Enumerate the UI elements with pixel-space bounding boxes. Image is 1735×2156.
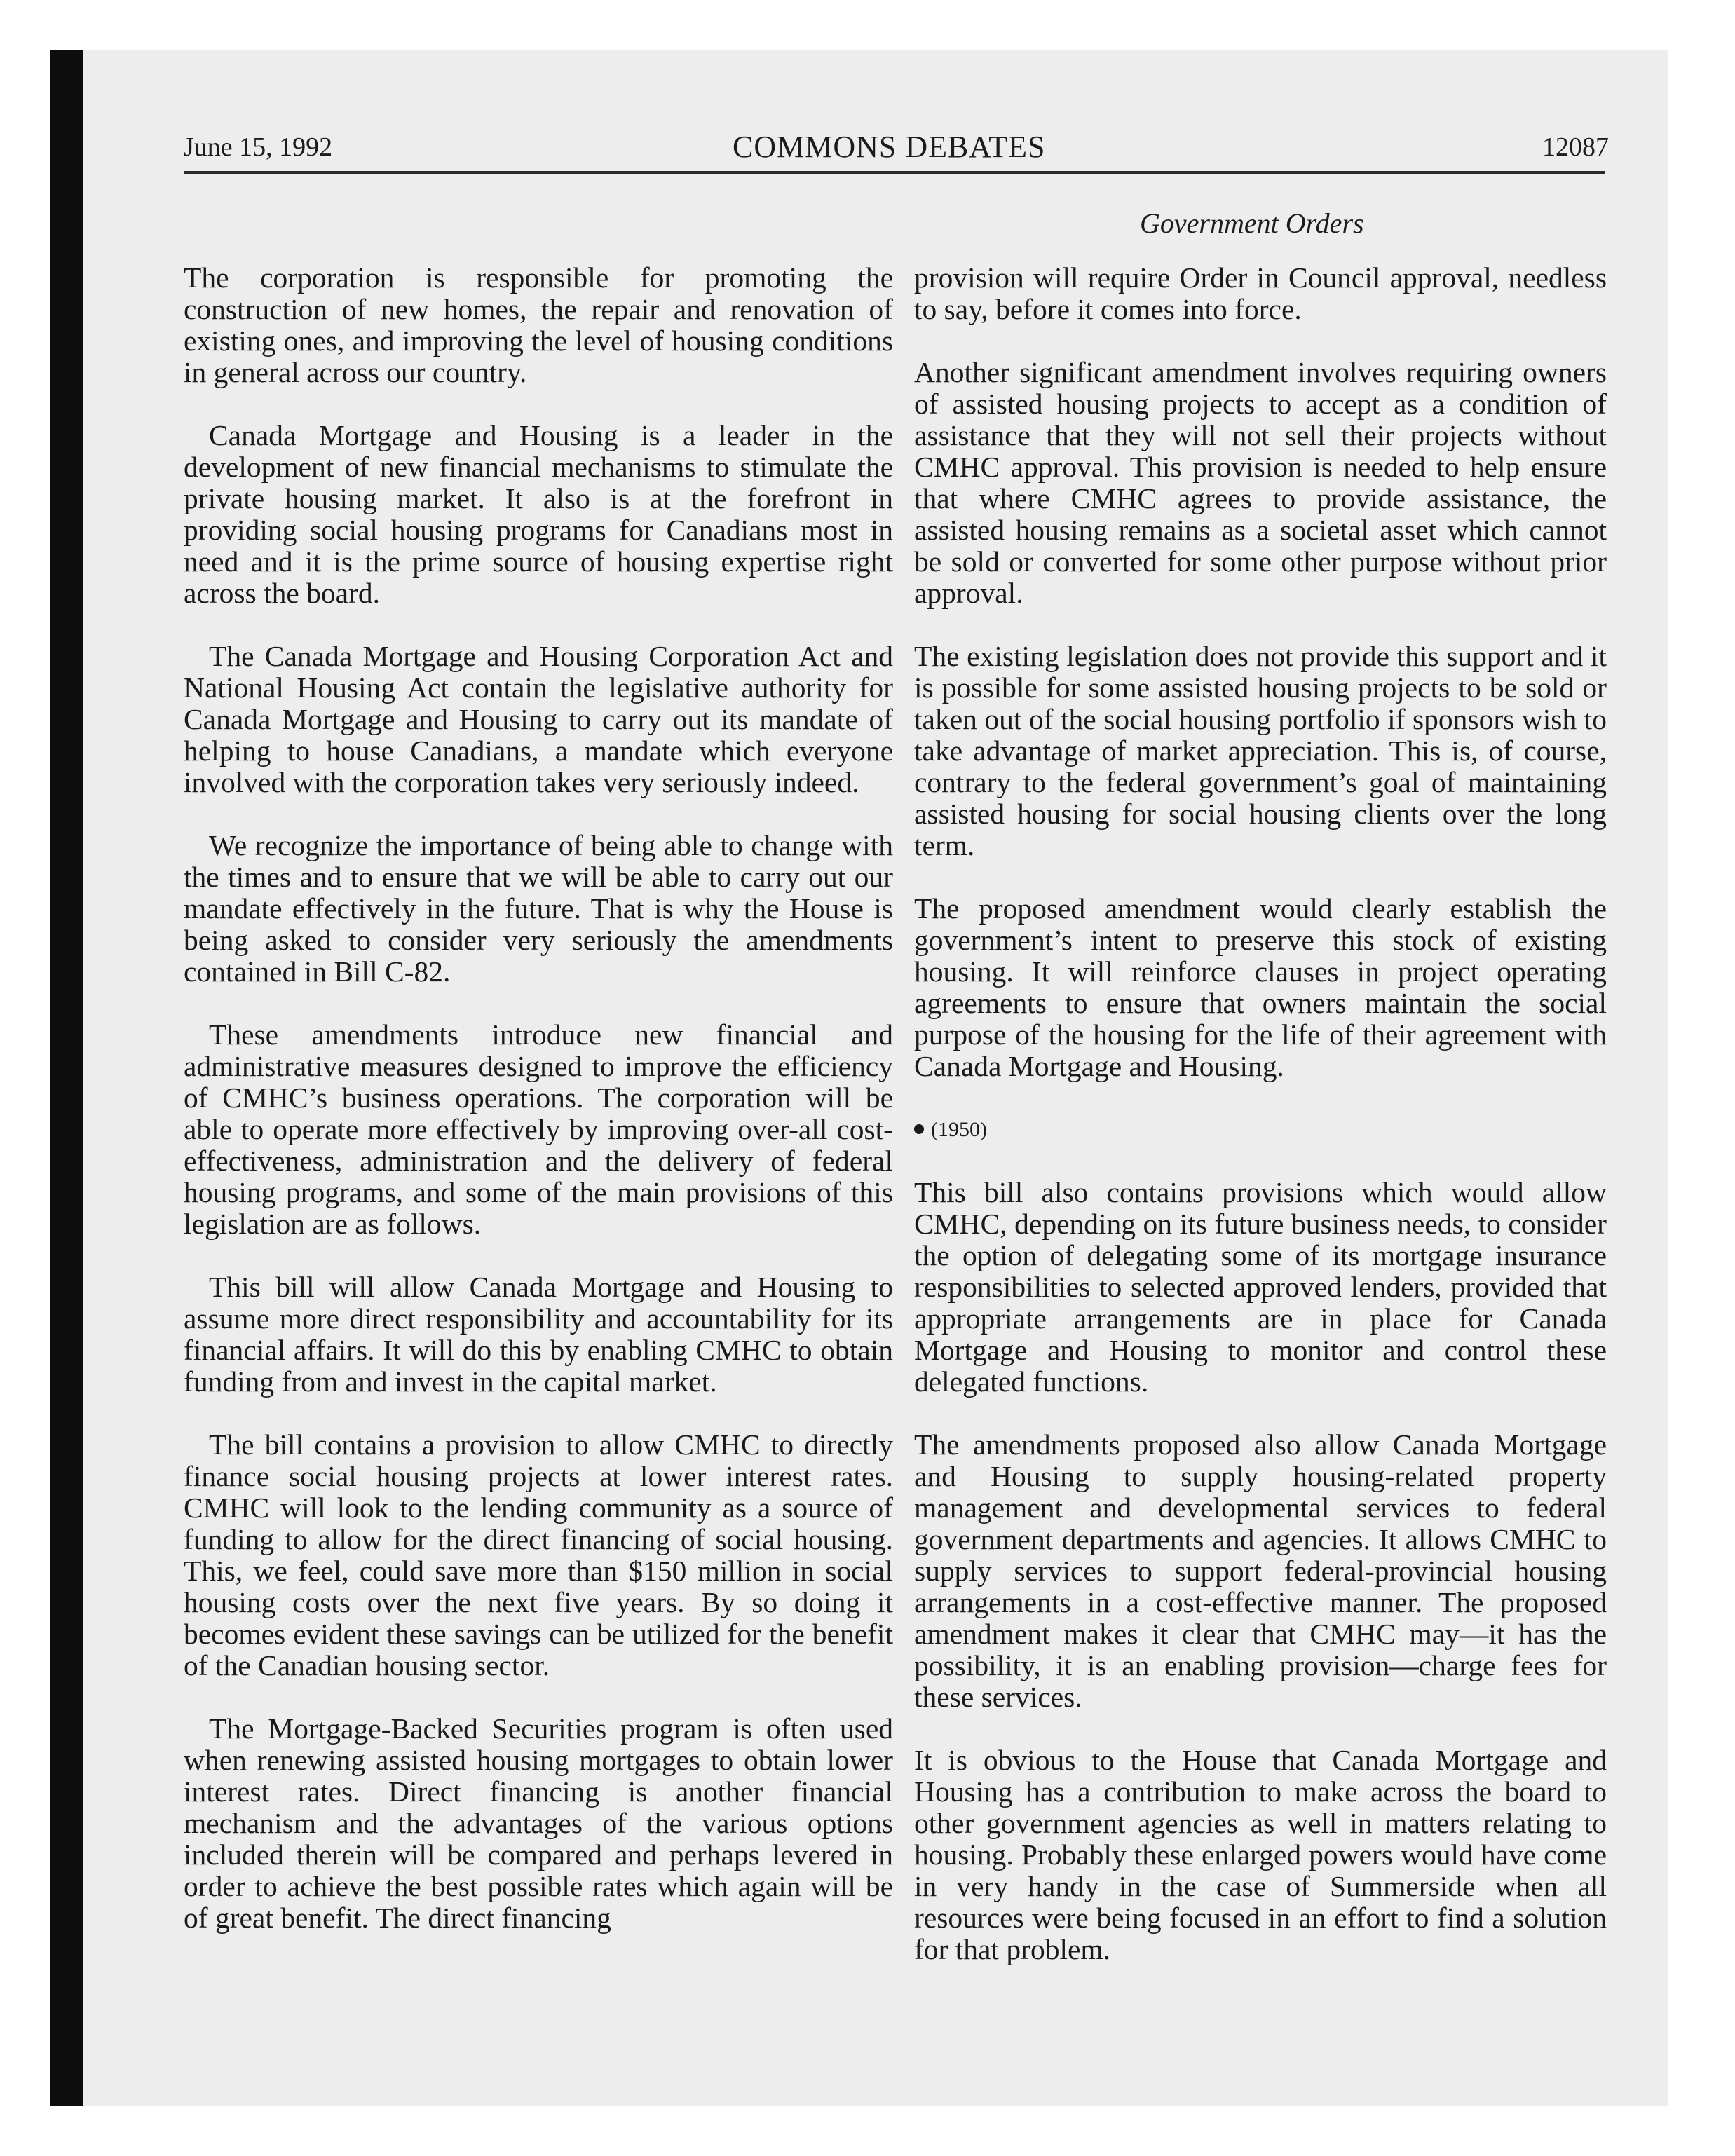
paragraph: The Mortgage-Backed Securities program is often used when renewing assisted housing mortgages to obtain lower interest rates. Direct financing is another financial mechanism and the advantages of the various options included therein will be compared and perhaps levered in order to achieve the best possible rates which again will be of great benefit. The direct financing <box>184 1712 893 1934</box>
paragraph: This bill also contains provisions which would allow CMHC, depending on its future business needs, to consider the option of delegating some of its mortgage insurance responsibilities to selected approved lenders, provided that appropriate arrangements are in place for Canada Mortgage and Housing to monitor and control these delegated functions. <box>914 1176 1607 1398</box>
paragraph: The existing legislation does not provide this support and it is possible for some assisted housing projects to be sold or taken out of the social housing portfolio if sponsors wish to take advantage of market appreciation. This is, of course, contrary to the federal government’s goal of maintaining assisted housing for social housing clients over the long term. <box>914 640 1607 861</box>
section-heading: Government Orders <box>1140 207 1364 239</box>
time-marker <box>914 1114 1607 1145</box>
right-column <box>914 262 1607 1997</box>
paragraph: The amendments proposed also allow Canada Mortgage and Housing to supply housing-related property management and developmental services to federal government departments and agencies. It allows CMHC to supply services to support federal-provincial housing arrangements in a cost-effective manner. The proposed amendment makes it clear that CMHC may—it has the possibility, it is an enabling provision—charge fees for these services. <box>914 1428 1607 1713</box>
paragraph: The Canada Mortgage and Housing Corporation Act and National Housing Act contain the legislative authority for Canada Mortgage and Housing to carry out its mandate of helping to house Canadians, a mandate which everyone involved with the corporation takes very seriously indeed. <box>184 640 893 798</box>
header-date: June 15, 1992 <box>184 132 333 162</box>
paragraph: Another significant amendment involves requiring owners of assisted housing projects to accept as a condition of assistance that they will not sell their projects without CMHC approval. This provision is needed to help ensure that where CMHC agrees to provide assistance, the assisted housing remains as a societal asset which cannot be sold or converted for some other purpose without prior approval. <box>914 356 1607 609</box>
binding-edge <box>50 50 83 2106</box>
paragraph: The bill contains a provision to allow CMHC to directly finance social housing projects at lower interest rates. CMHC will look to the lending community as a source of funding to allow for the direct financing of social housing. This, we feel, could save more than $150 million in social housing costs over the next five years. By so doing it becomes evident these savings can be utilized for the benefit of the Canadian housing sector. <box>184 1428 893 1681</box>
header-page-number: 12087 <box>1542 132 1609 162</box>
left-column <box>184 262 893 1965</box>
paragraph: We recognize the importance of being able to change with the times and to ensure that we will be able to carry out our mandate effectively in the future. That is why the House is being asked to consider very seriously the amendments contained in Bill C-82. <box>184 829 893 988</box>
paragraph: Canada Mortgage and Housing is a leader in the development of new financial mechanisms to stimulate the private housing market. It also is at the forefront in providing social housing programs for Canadians most in need and it is the prime source of housing expertise right across the board. <box>184 419 893 609</box>
paragraph: This bill will allow Canada Mortgage and Housing to assume more direct responsibility and accountability for its financial affairs. It will do this by enabling CMHC to obtain funding from and invest in the capital market. <box>184 1271 893 1398</box>
paragraph: The corporation is responsible for promoting the construction of new homes, the repair and renovation of existing ones, and improving the level of housing conditions in general across our country. <box>184 261 893 388</box>
time-marker-text: (1950) <box>931 1118 987 1141</box>
header-title: COMMONS DEBATES <box>733 130 1046 164</box>
bullet-icon <box>914 1124 924 1134</box>
paragraph: provision will require Order in Council approval, needless to say, before it comes into force. <box>914 261 1607 325</box>
header-rule <box>184 171 1605 174</box>
paragraph: It is obvious to the House that Canada Mortgage and Housing has a contribution to make across the board to other government agencies as well in matters relating to housing. Probably these enlarged powers would have come in very handy in the case of Summerside when all resources were being focused in an effort to find a solution for that problem. <box>914 1744 1607 1965</box>
paragraph: These amendments introduce new financial and administrative measures designed to improve the efficiency of CMHC’s business operations. The corporation will be able to operate more effectively by improving over-all cost-effectiveness, administration and the delivery of federal housing programs, and some of the main provisions of this legislation are as follows. <box>184 1018 893 1240</box>
paragraph: The proposed amendment would clearly establish the government’s intent to preserve this stock of existing housing. It will reinforce clauses in project operating agreements to ensure that owners maintain the social purpose of the housing for the life of their agreement with Canada Mortgage and Housing. <box>914 892 1607 1082</box>
